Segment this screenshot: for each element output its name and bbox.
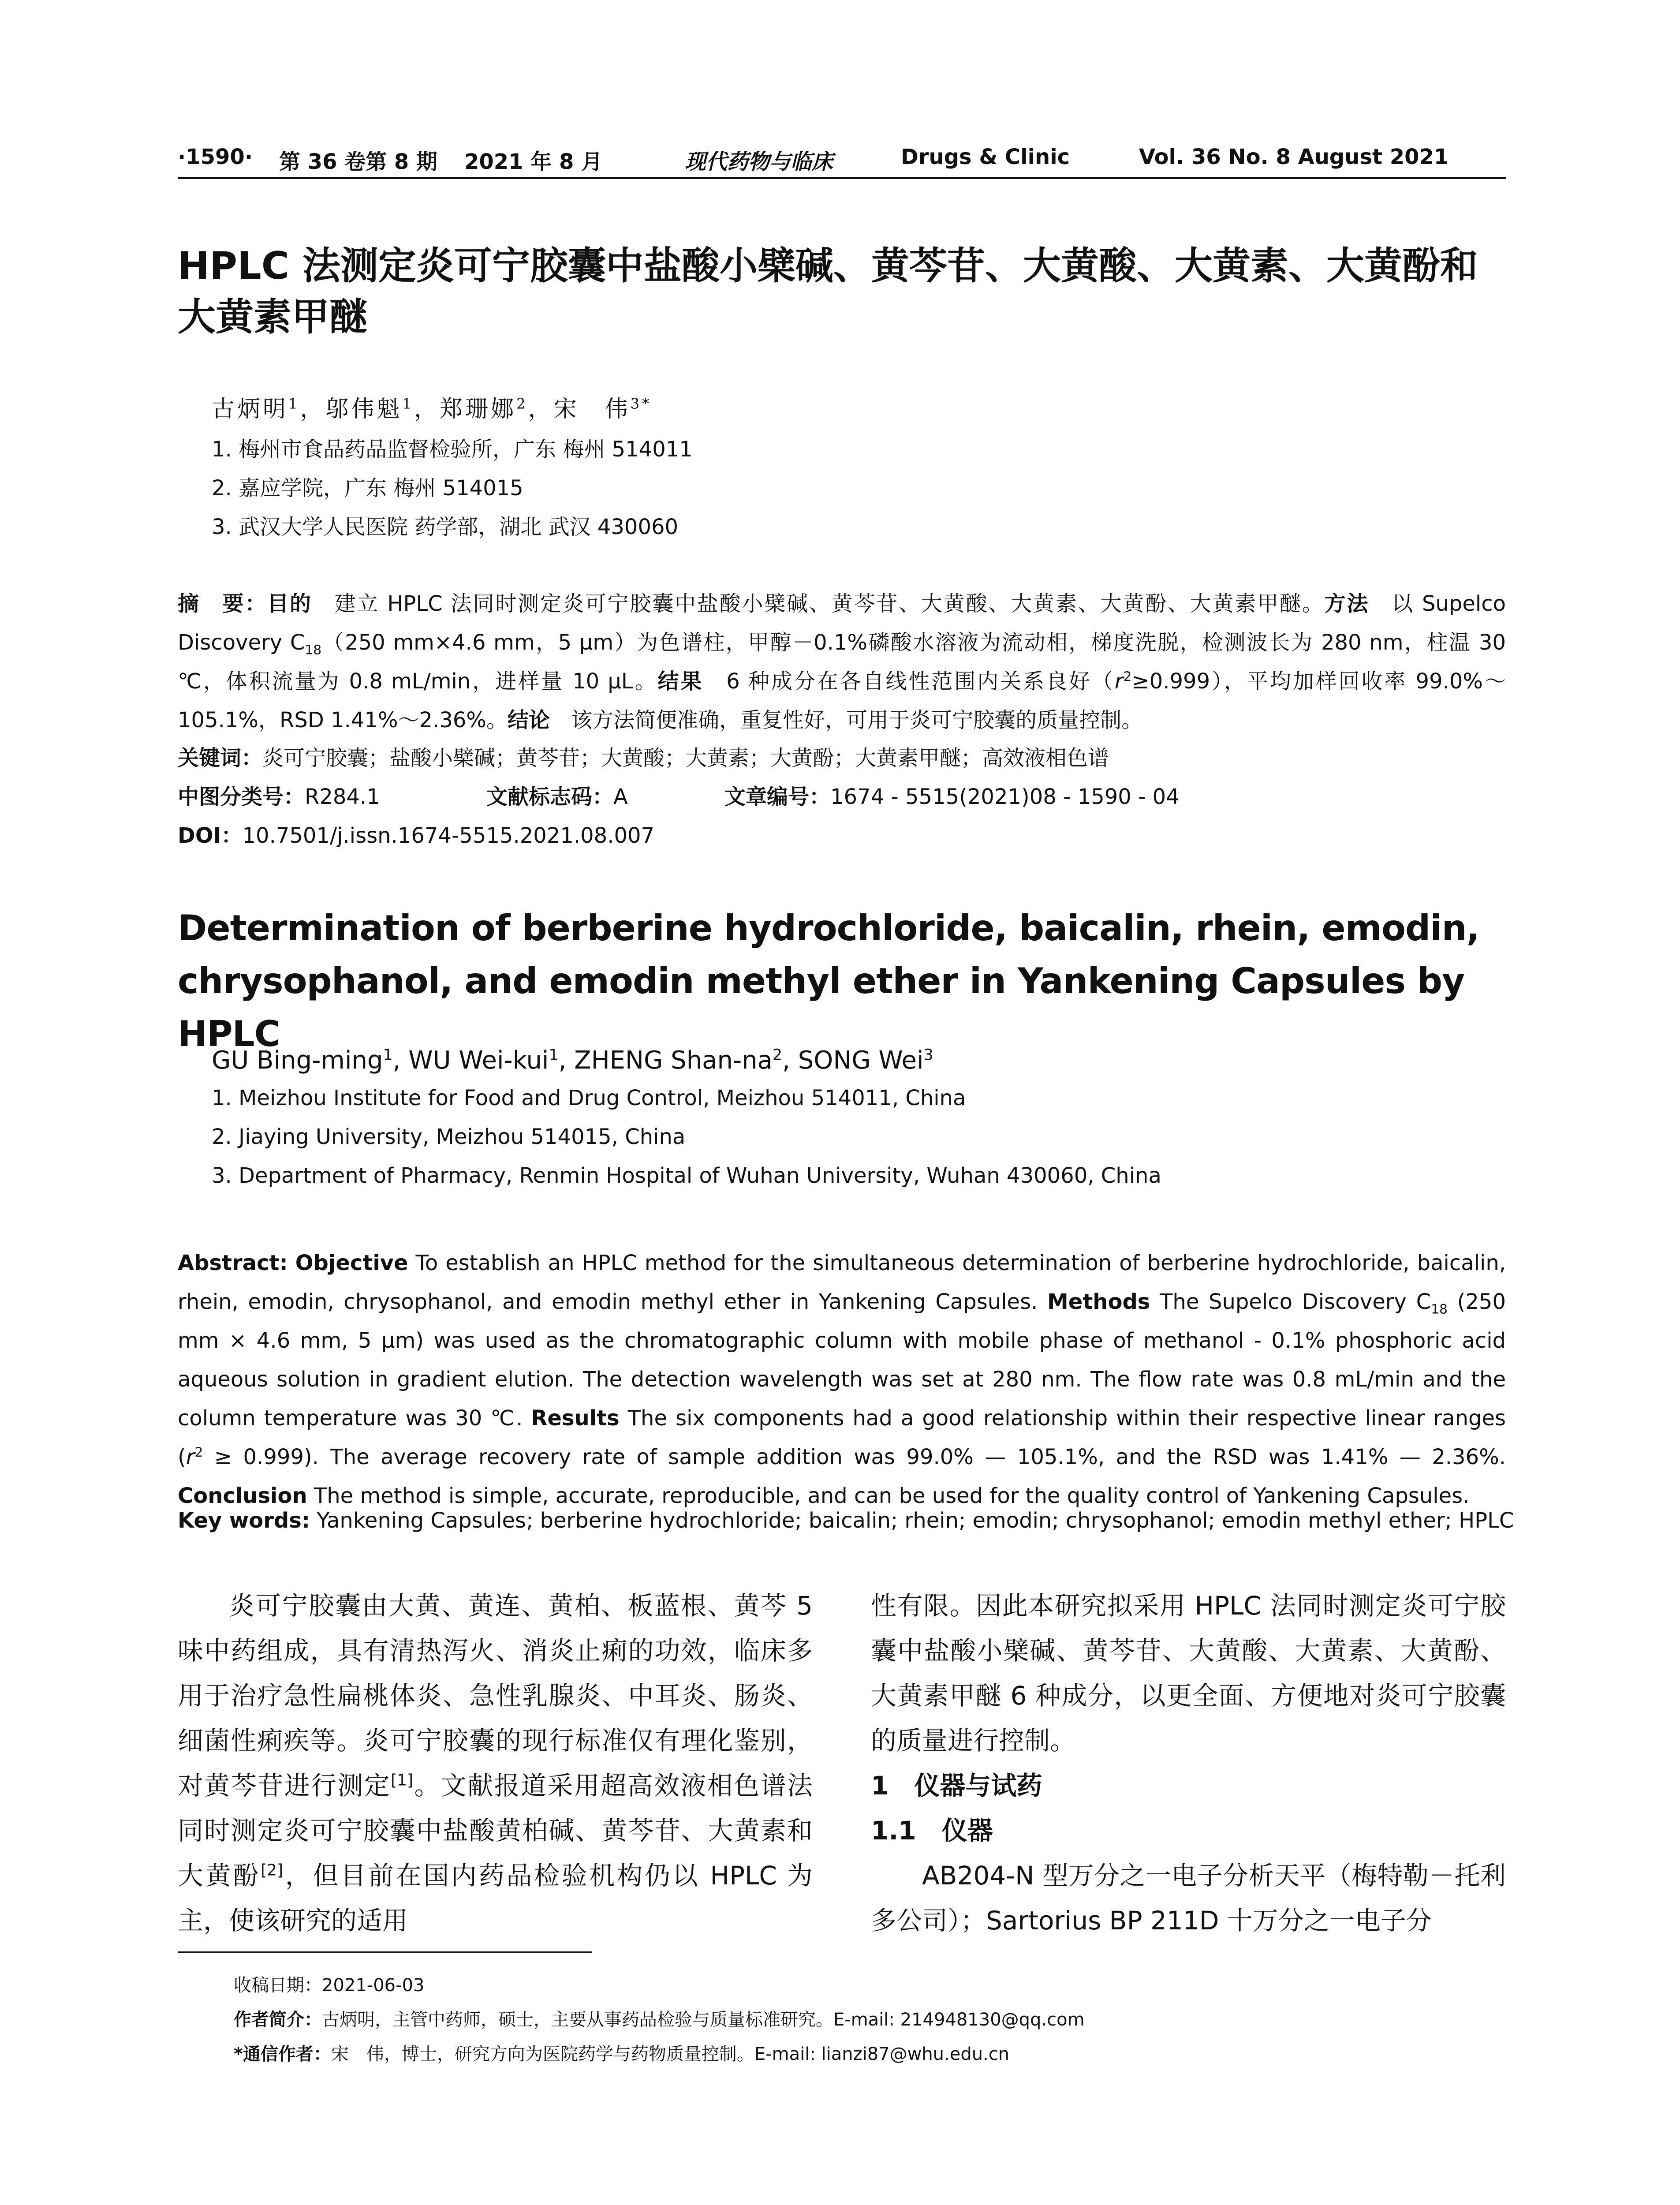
methods-text: 以 Supelco Discovery C	[178, 591, 1506, 655]
keywords-label: 关键词：	[178, 746, 263, 770]
conclusion-label: 结论	[508, 708, 550, 733]
author-affil-mark: 1	[402, 395, 414, 412]
methods-text-cont: （250 mm×4.6 mm，5 μm）为色谱柱，甲醇－0.1%磷酸水溶液为流动相，梯度洗脱，检测波长为 280 nm，柱温 30 ℃，体积流量为 0.8 mL/min，进样量 10 μL。	[178, 630, 1506, 694]
keywords-label: Key words:	[178, 1508, 310, 1533]
footnote-corresponding	[234, 2040, 1009, 2065]
author-name: SONG Wei	[798, 1046, 924, 1075]
author-name: ZHENG Shan-na	[574, 1046, 773, 1075]
author-separator: ,	[392, 1046, 409, 1075]
title-cn: HPLC 法测定炎可宁胶囊中盐酸小檗碱、黄芩苷、大黄酸、大黄素、大黄酚和大黄素甲醚	[178, 244, 1478, 339]
superscript: 2	[194, 1445, 203, 1460]
abstract-cn	[178, 584, 1506, 740]
results-text-cont: ≥0.999），平均加样回收率 99.0%～105.1%，RSD 1.41%～2.36%。	[178, 669, 1506, 733]
body-column-right	[871, 1583, 1506, 1943]
subscript: 18	[305, 642, 322, 658]
issue-cn: 第 36 卷第 8 期	[279, 149, 438, 174]
page-number: ·1590·	[178, 145, 253, 169]
author-name: 古炳明	[212, 396, 289, 422]
affiliation-en-2: 2. Jiaying University, Meizhou 514015, China	[212, 1125, 686, 1149]
authors-cn	[212, 390, 652, 423]
results-label: Results	[531, 1406, 620, 1431]
doc-code-value: A	[613, 785, 628, 809]
footnote-label: *通信作者：	[234, 2044, 331, 2064]
author-name: 郑珊娜	[440, 396, 517, 422]
author-affil-mark: 3	[923, 1046, 933, 1064]
doc-code-label: 文献标志码：	[486, 785, 614, 809]
keywords-en	[178, 1508, 1514, 1533]
footnote-rule	[178, 1951, 592, 1953]
conclusion-text: 该方法简便准确，重复性好，可用于炎可宁胶囊的质量控制。	[550, 708, 1143, 733]
author-affil-mark: 1	[549, 1046, 559, 1064]
author-name: 宋 伟	[553, 396, 631, 422]
body-paragraph: AB204-N 型万分之一电子分析天平（梅特勒－托利多公司）；Sartorius BP 211D 十万分之一电子分	[871, 1861, 1506, 1936]
abstract-label: Abstract:	[178, 1251, 288, 1275]
date-cn: 2021 年 8 月	[464, 149, 603, 174]
footnote-text: 宋 伟，博士，研究方向为医院药学与药物质量控制。E-mail: lianzi87@whu.edu.cn	[331, 2044, 1010, 2064]
subsection-heading: 1.1 仪器	[871, 1816, 993, 1846]
footnote-author-bio	[234, 2006, 1085, 2031]
author-affil-mark: 1	[383, 1046, 393, 1064]
author-separator: ,	[782, 1046, 798, 1075]
authors-en	[212, 1046, 933, 1075]
header-rule	[178, 177, 1506, 179]
objective-label: Objective	[295, 1251, 408, 1275]
author-separator: ，	[414, 396, 440, 422]
affiliation-en-1: 1. Meizhou Institute for Food and Drug Control, Meizhou 514011, China	[212, 1086, 966, 1110]
methods-label: 方法	[1324, 591, 1370, 616]
body-text: 炎可宁胶囊由大黄、黄连、黄柏、板蓝根、黄芩 5 味中药组成，具有清热泻火、消炎止痢的功效，临床多用于治疗急性扁桃体炎、急性乳腺炎、中耳炎、肠炎、细菌性痢疾等。炎可宁胶囊的现行标准仅有理化鉴别，对黄芩苷进行测定	[178, 1591, 813, 1801]
running-header	[178, 140, 1506, 176]
results-text: The six components had a good relationship within their respective linear ranges (	[178, 1406, 1506, 1469]
affiliation-cn-2: 2. 嘉应学院，广东 梅州 514015	[212, 476, 523, 501]
objective-text: 建立 HPLC 法同时测定炎可宁胶囊中盐酸小檗碱、黄芩苷、大黄酸、大黄素、大黄酚、大黄素甲醚。	[312, 591, 1325, 616]
footnote-label: 收稿日期：	[234, 1975, 322, 1996]
citation-ref[interactable]: [2]	[261, 1861, 284, 1880]
superscript: 2	[1123, 669, 1132, 684]
objective-text: To establish an HPLC method for the simultaneous determination of berberine hydrochloride, baicalin, rhein, emodin, chrysophanol, and emodin methyl ether in Yankening Capsules.	[178, 1251, 1506, 1314]
affiliation-cn-3: 3. 武汉大学人民医院 药学部，湖北 武汉 430060	[212, 515, 679, 539]
author-name: 邬伟魁	[325, 396, 403, 422]
author-separator: ，	[300, 396, 326, 422]
r-symbol: r	[186, 1445, 195, 1469]
footnote-label: 作者简介：	[234, 2010, 322, 2030]
author-affil-mark: 2	[516, 395, 528, 412]
author-affil-mark: 2	[773, 1046, 783, 1064]
body-paragraph	[178, 1583, 813, 1943]
results-text-cont: ≥ 0.999). The average recovery rate of sample addition was 99.0% — 105.1%, and the RSD was 1.41% — 2.36%.	[203, 1445, 1506, 1469]
results-label: 结果	[657, 669, 704, 694]
footnote-received	[234, 1971, 424, 1996]
r-symbol: r	[1114, 669, 1124, 694]
classification-line	[178, 780, 1180, 810]
body-text: 。文献报道采用超高效液相色谱法同时测定炎可宁胶囊中盐酸黄柏碱、黄芩苷、大黄素和大黄酚	[178, 1771, 813, 1891]
author-separator: ，	[528, 396, 554, 422]
methods-label: Methods	[1047, 1289, 1150, 1314]
article-no-label: 文章编号：	[724, 785, 831, 809]
journal-name-cn: 现代药物与临床	[685, 149, 833, 174]
abstract-label: 摘 要：	[178, 591, 268, 616]
clc-label: 中图分类号：	[178, 785, 305, 809]
keywords-text: Yankening Capsules; berberine hydrochloride; baicalin; rhein; emodin; chrysophanol; emodin methyl ether; HPLC	[310, 1508, 1514, 1533]
article-no-value: 1674 - 5515(2021)08 - 1590 - 04	[830, 785, 1180, 809]
author-affil-mark: 3*	[630, 395, 652, 412]
section-heading: 1 仪器与试药	[871, 1771, 1042, 1801]
body-column-left	[178, 1583, 813, 1943]
title-en: Determination of berberine hydrochloride, baicalin, rhein, emodin, chrysophanol, and emodin methyl ether in Yankening Capsules by HPLC	[178, 908, 1480, 1054]
clc-value: R284.1	[305, 785, 380, 809]
keywords-cn	[178, 741, 1109, 771]
objective-label: 目的	[267, 591, 312, 616]
author-separator: ,	[558, 1046, 575, 1075]
body-paragraph: 性有限。因此本研究拟采用 HPLC 法同时测定炎可宁胶囊中盐酸小檗碱、黄芩苷、大黄酸、大黄素、大黄酚、大黄素甲醚 6 种成分，以更全面、方便地对炎可宁胶囊的质量进行控制。	[871, 1591, 1506, 1756]
methods-text-cont: (250 mm × 4.6 mm, 5 μm) was used as the chromatographic column with mobile phase of methanol - 0.1% phosphoric acid aqueous solution in gradient elution. The detection wavelength was set at 280 nm. The flow rate was 0.8 mL/min and the column temperature was 30 ℃.	[178, 1289, 1506, 1431]
doi-link[interactable]: 10.7501/j.issn.1674-5515.2021.08.007	[242, 823, 655, 848]
keywords-text: 炎可宁胶囊；盐酸小檗碱；黄芩苷；大黄酸；大黄素；大黄酚；大黄素甲醚；高效液相色谱	[262, 746, 1109, 770]
author-affil-mark: 1	[288, 395, 300, 412]
affiliation-cn-1: 1. 梅州市食品药品监督检验所，广东 梅州 514011	[212, 437, 693, 462]
subscript: 18	[1431, 1301, 1448, 1317]
journal-name-en: Drugs & Clinic	[901, 145, 1070, 169]
conclusion-text: The method is simple, accurate, reproducible, and can be used for the quality control of Yankening Capsules.	[307, 1484, 1470, 1508]
conclusion-label: Conclusion	[178, 1484, 307, 1508]
abstract-en	[178, 1244, 1506, 1515]
results-text: 6 种成分在各自线性范围内关系良好（	[703, 669, 1115, 694]
affiliation-en-3: 3. Department of Pharmacy, Renmin Hospital of Wuhan University, Wuhan 430060, China	[212, 1163, 1161, 1188]
author-name: GU Bing-ming	[212, 1046, 383, 1075]
footnote-text: 2021-06-03	[322, 1975, 425, 1996]
footnote-text: 古炳明，主管中药师，硕士，主要从事药品检验与质量标准研究。E-mail: 214948130@qq.com	[322, 2010, 1085, 2030]
author-name: WU Wei-kui	[408, 1046, 549, 1075]
doi-line	[178, 818, 654, 849]
doi-label: DOI：	[178, 823, 243, 848]
issue-en: Vol. 36 No. 8 August 2021	[1139, 145, 1449, 169]
methods-text: The Supelco Discovery C	[1150, 1289, 1431, 1314]
body-text: ，但目前在国内药品检验机构仍以 HPLC 为主，使该研究的适用	[178, 1861, 813, 1936]
citation-ref[interactable]: [1]	[391, 1771, 414, 1790]
